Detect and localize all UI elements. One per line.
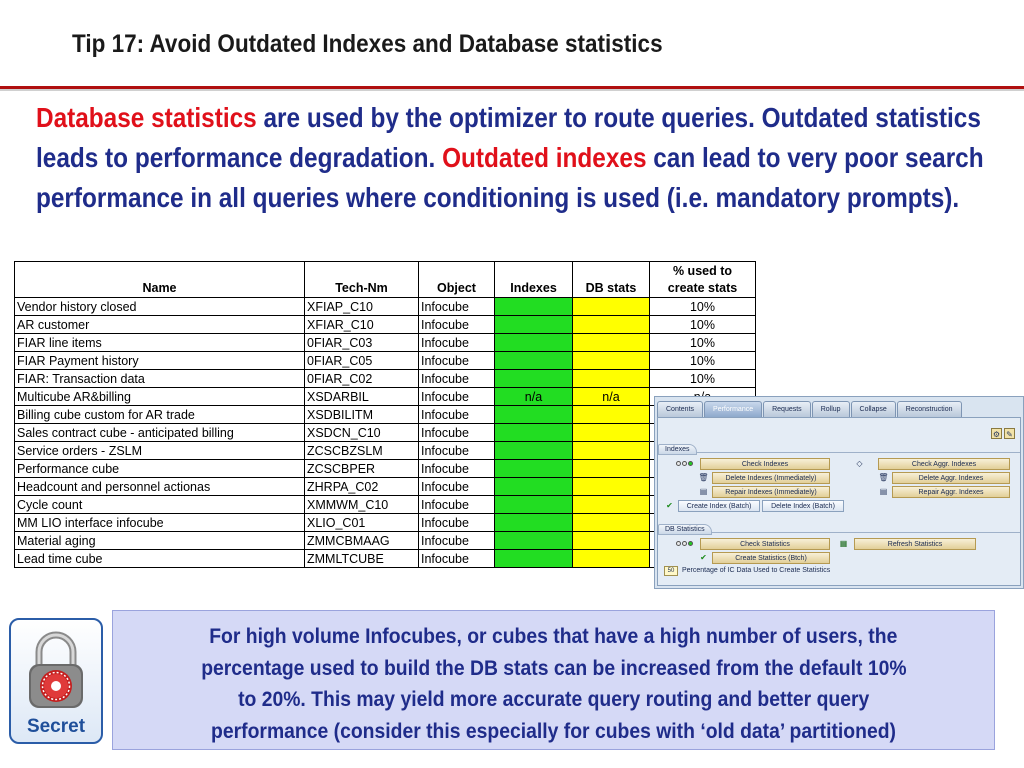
cell-db-stats	[573, 496, 650, 514]
cell-tech-nm: XMMWM_C10	[305, 496, 419, 514]
cell-name: Service orders - ZSLM	[15, 442, 305, 460]
cell-object: Infocube	[419, 352, 495, 370]
cell-tech-nm: 0FIAR_C03	[305, 334, 419, 352]
table-row	[15, 370, 756, 388]
col-pct-used	[650, 262, 756, 298]
cell-name: FIAR Payment history	[15, 352, 305, 370]
intro-text-2: can lead to very poor search performance in all queries where conditioning is used (i.e. mandatory prompts).	[36, 142, 984, 213]
cell-indexes	[495, 406, 573, 424]
check-statistics-button[interactable]: Check Statistics	[700, 538, 830, 550]
cell-db-stats	[573, 460, 650, 478]
cell-object: Infocube	[419, 460, 495, 478]
cell-object: Infocube	[419, 334, 495, 352]
cell-name: Performance cube	[15, 460, 305, 478]
refresh-icon: ▦	[839, 539, 848, 548]
table-row	[15, 298, 756, 316]
cell-object: Infocube	[419, 550, 495, 568]
cell-db-stats	[573, 550, 650, 568]
cell-object: Infocube	[419, 532, 495, 550]
cell-indexes	[495, 442, 573, 460]
table-row	[15, 550, 756, 568]
cell-tech-nm: 0FIAR_C05	[305, 352, 419, 370]
secret-caption: Secret	[26, 716, 86, 737]
indexes-traffic-light	[676, 461, 693, 466]
cell-object: Infocube	[419, 424, 495, 442]
intro-paragraph	[36, 98, 1015, 218]
col-tech-nm: Tech-Nm	[305, 262, 419, 298]
cell-indexes	[495, 532, 573, 550]
cell-object: Infocube	[419, 388, 495, 406]
tip-line-1: For high volume Infocubes, or cubes that have a high number of users, the	[209, 624, 898, 648]
cell-tech-nm: XSDCN_C10	[305, 424, 419, 442]
cell-db-stats: n/a	[573, 388, 650, 406]
tab-rollup[interactable]: Rollup	[812, 401, 850, 417]
db-statistics-group-title: DB Statistics	[658, 524, 712, 535]
tip-line-2: percentage used to build the DB stats can be increased from the default 10%	[200, 655, 907, 680]
cell-db-stats	[573, 370, 650, 388]
cell-tech-nm: ZMMCBMAAG	[305, 532, 419, 550]
table-header-row	[15, 262, 756, 298]
highlight-outdated-indexes: Outdated indexes	[442, 142, 647, 173]
cell-pct-used: 10%	[650, 334, 756, 352]
repair-indexes-immediately-button[interactable]: Repair Indexes (Immediately)	[712, 486, 830, 498]
slide-title: Tip 17: Avoid Outdated Indexes and Database statistics	[72, 30, 663, 58]
cell-name: Headcount and personnel actionas	[15, 478, 305, 496]
diamond-icon: ◇	[856, 459, 863, 468]
cell-pct-used: 10%	[650, 352, 756, 370]
cell-tech-nm: ZCSCBPER	[305, 460, 419, 478]
tab-performance[interactable]: Performance	[704, 401, 762, 417]
cell-pct-used: 10%	[650, 370, 756, 388]
cell-indexes	[495, 316, 573, 334]
table-row	[15, 442, 756, 460]
title-divider	[0, 86, 1024, 91]
cell-db-stats	[573, 478, 650, 496]
table-row	[15, 406, 756, 424]
cell-name: Sales contract cube - anticipated billing	[15, 424, 305, 442]
cell-name: FIAR line items	[15, 334, 305, 352]
cell-object: Infocube	[419, 478, 495, 496]
cell-tech-nm: XFIAP_C10	[305, 298, 419, 316]
cell-tech-nm: ZCSCBZSLM	[305, 442, 419, 460]
db-stats-traffic-light	[676, 541, 693, 546]
cell-indexes	[495, 550, 573, 568]
cell-indexes	[495, 478, 573, 496]
cell-object: Infocube	[419, 316, 495, 334]
cell-tech-nm: XFIAR_C10	[305, 316, 419, 334]
secret-badge	[9, 618, 103, 744]
cell-object: Infocube	[419, 496, 495, 514]
checkmark-stats-icon: ✔	[700, 553, 707, 562]
create-statistics-batch-button[interactable]: Create Statistics (Btch)	[712, 552, 830, 564]
tab-collapse[interactable]: Collapse	[851, 401, 896, 417]
cell-name: Billing cube custom for AR trade	[15, 406, 305, 424]
cell-indexes	[495, 424, 573, 442]
cell-tech-nm: XLIO_C01	[305, 514, 419, 532]
cell-db-stats	[573, 532, 650, 550]
toolbar-icon-2[interactable]: ✎	[1004, 428, 1015, 439]
tip-line-3: to 20%. This may yield more accurate query routing and better query	[237, 687, 870, 711]
table-row	[15, 496, 756, 514]
percentage-input[interactable]: 50	[664, 566, 678, 576]
check-indexes-button[interactable]: Check Indexes	[700, 458, 830, 470]
cell-pct-used: 10%	[650, 316, 756, 334]
cell-name: Cycle count	[15, 496, 305, 514]
repair-aggr-indexes-button[interactable]: Repair Aggr. Indexes	[892, 486, 1010, 498]
highlight-database-statistics: Database statistics	[36, 102, 257, 133]
trash-icon: 🗑	[698, 473, 709, 482]
col-indexes: Indexes	[495, 262, 573, 298]
cell-object: Infocube	[419, 514, 495, 532]
cell-indexes	[495, 334, 573, 352]
cell-name: MM LIO interface infocube	[15, 514, 305, 532]
cell-db-stats	[573, 424, 650, 442]
cell-object: Infocube	[419, 298, 495, 316]
cell-db-stats	[573, 298, 650, 316]
cell-name: Multicube AR&billing	[15, 388, 305, 406]
indexes-group-title: Indexes	[658, 444, 697, 455]
cell-db-stats	[573, 352, 650, 370]
document-aggr-icon: ▤	[879, 487, 888, 496]
sap-performance-window	[654, 396, 1024, 589]
cell-indexes	[495, 514, 573, 532]
col-name: Name	[15, 262, 305, 298]
refresh-statistics-button[interactable]: Refresh Statistics	[854, 538, 976, 550]
cell-object: Infocube	[419, 406, 495, 424]
delete-indexes-immediately-button[interactable]: Delete Indexes (Immediately)	[712, 472, 830, 484]
cell-name: FIAR: Transaction data	[15, 370, 305, 388]
tab-reconstruction[interactable]: Reconstruction	[897, 401, 962, 417]
cell-object: Infocube	[419, 370, 495, 388]
cell-indexes	[495, 370, 573, 388]
cell-tech-nm: ZMMLTCUBE	[305, 550, 419, 568]
checkmark-icon: ✔	[666, 501, 673, 510]
col-pct-line2: create stats	[667, 281, 738, 295]
cell-db-stats	[573, 334, 650, 352]
cell-tech-nm: XSDARBIL	[305, 388, 419, 406]
delete-aggr-indexes-button[interactable]: Delete Aggr. Indexes	[892, 472, 1010, 484]
cell-tech-nm: 0FIAR_C02	[305, 370, 419, 388]
table-row	[15, 460, 756, 478]
col-object: Object	[419, 262, 495, 298]
col-db-stats: DB stats	[573, 262, 650, 298]
table-row	[15, 532, 756, 550]
cell-db-stats	[573, 406, 650, 424]
cell-name: Vendor history closed	[15, 298, 305, 316]
sap-performance-panel	[657, 417, 1021, 586]
table-body	[15, 298, 756, 568]
cell-tech-nm: XSDBILITM	[305, 406, 419, 424]
tip-line-4: performance (consider this especially for cubes with ‘old data’ partitioned)	[211, 718, 896, 743]
table-row	[15, 424, 756, 442]
table-row	[15, 514, 756, 532]
cell-name: AR customer	[15, 316, 305, 334]
indexes-group-rule	[660, 452, 1020, 453]
delete-index-batch-button[interactable]: Delete Index (Batch)	[762, 500, 844, 512]
cell-tech-nm: ZHRPA_C02	[305, 478, 419, 496]
table-row	[15, 388, 756, 406]
cell-indexes: n/a	[495, 388, 573, 406]
table-row	[15, 316, 756, 334]
tab-requests[interactable]: Requests	[763, 401, 811, 417]
col-pct-line1: % used to	[672, 264, 733, 278]
cell-indexes	[495, 298, 573, 316]
cell-name: Material aging	[15, 532, 305, 550]
table-row	[15, 334, 756, 352]
cell-object: Infocube	[419, 442, 495, 460]
percentage-label: Percentage of IC Data Used to Create Statistics	[682, 567, 831, 574]
secret-tip-box	[112, 610, 995, 750]
toolbar-icon-1[interactable]: ⚙	[992, 430, 1001, 439]
cell-indexes	[495, 460, 573, 478]
cell-name: Lead time cube	[15, 550, 305, 568]
cell-pct-used: 10%	[650, 298, 756, 316]
cell-indexes	[495, 352, 573, 370]
db-statistics-group-rule	[660, 532, 1020, 533]
trash-aggr-icon: 🗑	[878, 473, 889, 482]
create-index-batch-button[interactable]: Create Index (Batch)	[678, 500, 760, 512]
intro-text-1: are used by the optimizer to route queries. Outdated statistics leads to performance degradation.	[36, 102, 981, 173]
cell-db-stats	[573, 442, 650, 460]
cell-indexes	[495, 496, 573, 514]
infocube-table	[14, 261, 756, 568]
sap-tab-strip	[657, 401, 963, 417]
document-icon: ▤	[699, 487, 708, 496]
check-aggr-indexes-button[interactable]: Check Aggr. Indexes	[878, 458, 1010, 470]
padlock-icon	[19, 626, 93, 714]
table-row	[15, 352, 756, 370]
table-row	[15, 478, 756, 496]
tab-contents[interactable]: Contents	[657, 401, 703, 417]
cell-db-stats	[573, 514, 650, 532]
secret-tip-text	[113, 621, 994, 747]
cell-db-stats	[573, 316, 650, 334]
